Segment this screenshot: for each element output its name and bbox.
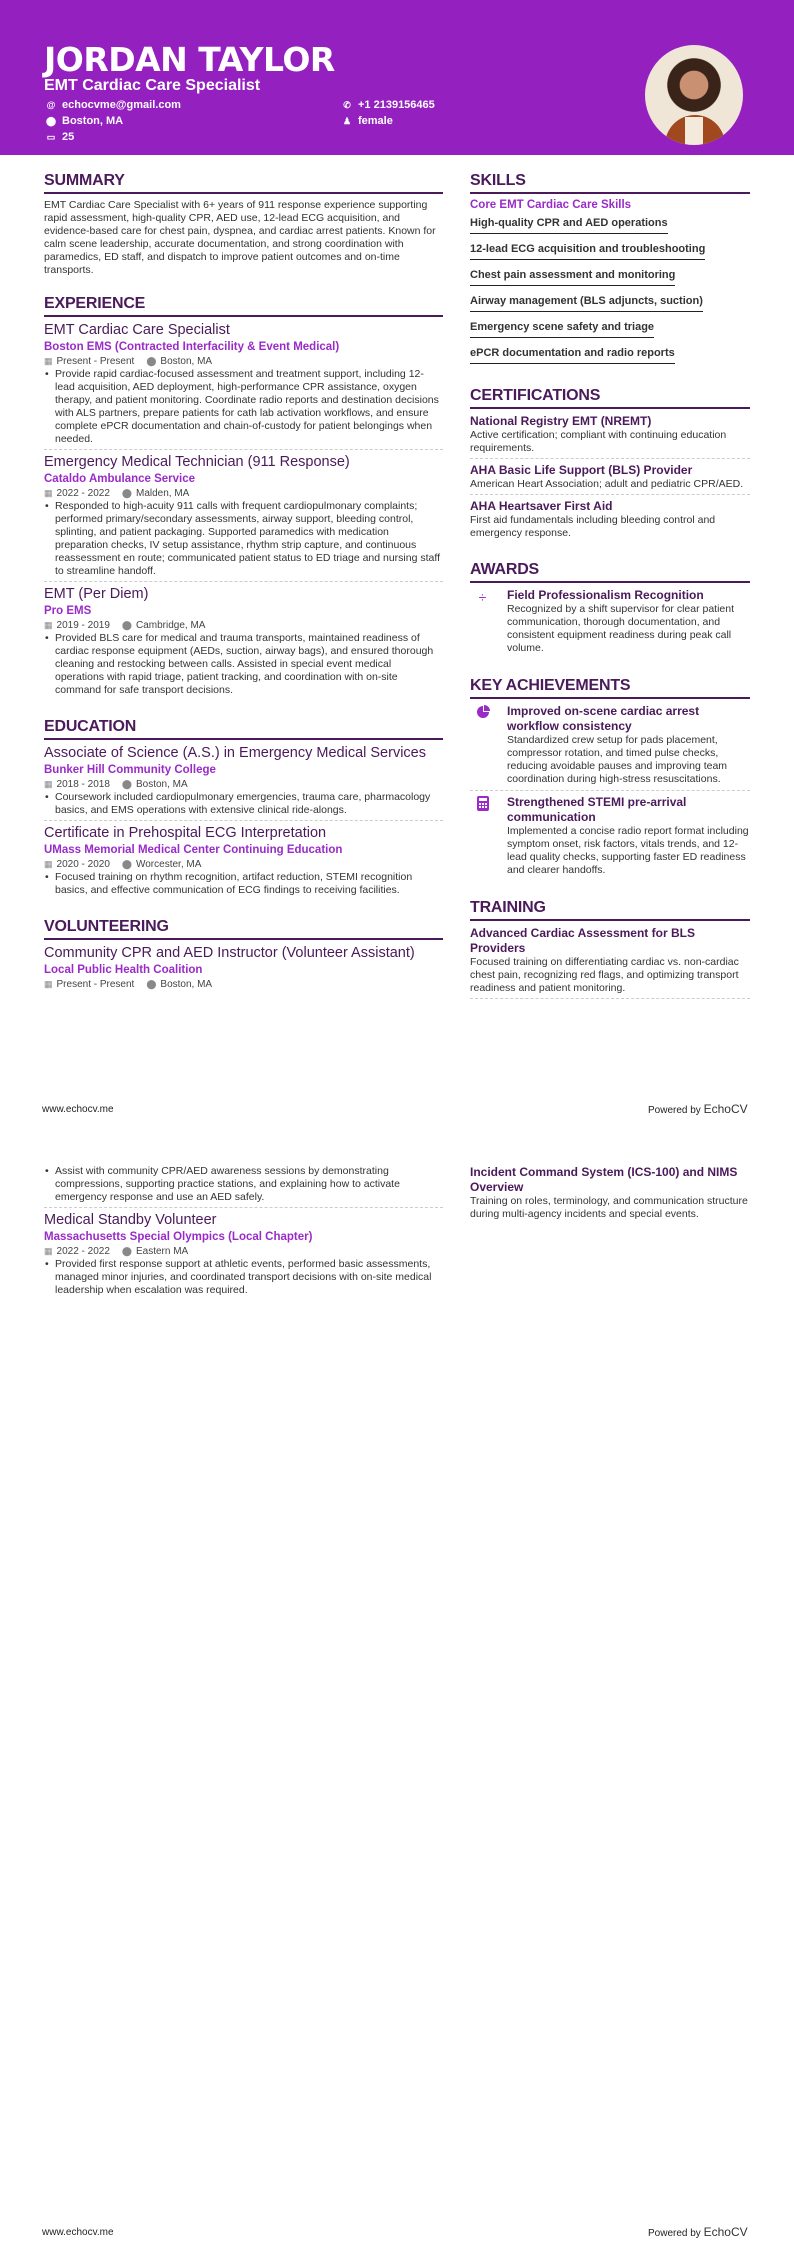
experience-section [44, 295, 443, 700]
award-desc: Recognized by a shift supervisor for clear patient communication, thorough documentation, and consistent equipment readiness during peak call volume. [507, 603, 735, 654]
section-title: EDUCATION [44, 718, 443, 740]
volunteer-role: Community CPR and AED Instructor (Volunteer Assistant) [44, 945, 415, 961]
degree: Certificate in Prehospital ECG Interpretation [44, 825, 327, 841]
summary-text: EMT Cardiac Care Specialist with 6+ years of 911 response experience supporting rapid assessment, high-quality CPR, AED use, 12-lead ECG acquisition, and evidence-based care for chest pain, dyspnea, and cardiac arrest patients. Known for calm scene leadership, accurate documentation, and strong coordination with paramedics, ED staff, and dispatch to improve patient outcomes and on-time transports. [44, 199, 436, 276]
footer-website[interactable]: www.echocv.me [42, 1104, 114, 1115]
skill-item: Chest pain assessment and monitoring [470, 267, 675, 286]
edu-meta [44, 778, 443, 791]
dates: 2022 - 2022 [56, 1246, 110, 1257]
company-name: Boston EMS (Contracted Interfacility & Event Medical) [44, 341, 340, 353]
brand-logo-text: EchoCV [703, 1102, 748, 1116]
volunteer-org: Massachusetts Special Olympics (Local Chapter) [44, 1231, 313, 1243]
job-title: EMT (Per Diem) [44, 586, 149, 602]
location: Worcester, MA [135, 859, 202, 870]
right-column-page-2 [470, 1165, 750, 1228]
job-title: Emergency Medical Technician (911 Response) [44, 454, 350, 470]
phone-text: +1 2139156465 [358, 99, 435, 111]
resume-header [0, 0, 794, 155]
skill-item: 12-lead ECG acquisition and troubleshooting [470, 241, 705, 260]
location: Boston, MA [160, 356, 213, 367]
skill-item: Airway management (BLS adjuncts, suction) [470, 293, 703, 312]
achievement-desc: Implemented a concise radio report format including symptom onset, risk factors, vitals trends, and 12-lead quality checks, supporting faster ED readiness and clearer handoffs. [507, 825, 749, 876]
location: Eastern MA [135, 1246, 189, 1257]
volunteer-entry-continued [44, 1165, 443, 1208]
cert-desc: First aid fundamentals including bleeding control and emergency response. [470, 514, 716, 539]
awards-section [470, 561, 750, 659]
training-item [470, 926, 750, 999]
volunteer-meta [44, 1245, 443, 1258]
calendar-icon: ▦ [44, 979, 53, 989]
location: Malden, MA [135, 488, 190, 499]
section-title: TRAINING [470, 899, 750, 921]
training-name: Incident Command System (ICS-100) and NIMS Overview [470, 1165, 738, 1194]
left-column [44, 172, 443, 1009]
training-section [470, 899, 750, 999]
job-meta [44, 619, 443, 632]
powered-by-text: Powered by [648, 2228, 701, 2239]
achievement-name: Improved on-scene cardiac arrest workflow consistency [507, 704, 700, 733]
location-pin-icon: ⬤ [146, 979, 157, 989]
location: Boston, MA [160, 979, 213, 990]
training-desc: Training on roles, terminology, and communication structure during multi-agency incidents and special events. [470, 1195, 748, 1220]
contact-phone[interactable] [342, 99, 435, 111]
certification-item [470, 414, 750, 459]
certification-item [470, 499, 750, 543]
profile-photo [645, 45, 743, 145]
section-title: SKILLS [470, 172, 750, 194]
volunteer-meta [44, 978, 443, 991]
calendar-icon: ▭ [46, 131, 56, 142]
dates: 2019 - 2019 [56, 620, 110, 631]
dates: 2020 - 2020 [56, 859, 110, 870]
location-pin-icon: ⬤ [146, 356, 157, 366]
award-name: Field Professionalism Recognition [507, 588, 704, 602]
volunteering-section [44, 918, 443, 991]
cert-desc: American Heart Association; adult and pediatric CPR/AED. [470, 478, 744, 490]
skill-item: ePCR documentation and radio reports [470, 345, 675, 364]
location-pin-icon: ⬤ [121, 488, 132, 498]
volunteer-entry [44, 1212, 443, 1300]
certifications-section [470, 387, 750, 543]
bullet: • Provide rapid cardiac-focused assessment and treatment support, including 12-lead acquisition, AED deployment, high-performance CPR assistance, oxygen therapy, and patient monitoring. Coordinate radio reports and destination decisions with ALS partners, prepare patients for cath lab activation workflows, and ensure complete ePCR documentation and chain-of-custody for patient belongings when needed. [44, 368, 443, 446]
location: Boston, MA [135, 779, 188, 790]
edu-meta [44, 858, 443, 871]
skill-group-title: Core EMT Cardiac Care Skills [470, 199, 632, 211]
section-title: SUMMARY [44, 172, 443, 194]
right-column [470, 172, 750, 1017]
calendar-icon: ▦ [44, 356, 53, 366]
dates: 2022 - 2022 [56, 488, 110, 499]
achievement-desc: Standardized crew setup for pads placement, compressor rotation, and timed pulse checks, reducing avoidable pauses and improving team coordination during high-stress resuscitations. [507, 734, 728, 785]
experience-entry [44, 322, 443, 450]
contact-age [46, 131, 74, 143]
training-desc: Focused training on differentiating cardiac vs. non-cardiac chest pain, recognizing red flags, and optimizing transport readiness and patient monitoring. [470, 956, 739, 994]
bullet: • Assist with community CPR/AED awareness sessions by demonstrating compressions, supporting practice stations, and explaining how to activate emergency response and use an AED safely. [44, 1165, 443, 1204]
age-text: 25 [62, 131, 75, 143]
calendar-icon: ▦ [44, 779, 53, 789]
experience-entry [44, 586, 443, 700]
bullet: • Focused training on rhythm recognition, artifact reduction, STEMI recognition basics, and effective communication of ECG findings to receiving facilities. [44, 871, 443, 897]
award-item [470, 588, 750, 659]
pie-chart-icon [470, 704, 495, 786]
education-section [44, 718, 443, 900]
location-pin-icon: ⬤ [121, 620, 132, 630]
cert-desc: Active certification; compliant with continuing education requirements. [470, 429, 727, 454]
calendar-icon: ▦ [44, 1246, 53, 1256]
person-icon: ♟ [342, 115, 352, 126]
brand-logo-text: EchoCV [703, 2225, 748, 2239]
achievement-item [470, 795, 750, 881]
section-title: CERTIFICATIONS [470, 387, 750, 409]
email-text: echocvme@gmail.com [62, 99, 181, 111]
footer-website[interactable]: www.echocv.me [42, 2227, 114, 2238]
contact-gender [342, 115, 393, 127]
job-meta [44, 487, 443, 500]
cert-name: AHA Basic Life Support (BLS) Provider [470, 463, 693, 477]
bullet: • Provided BLS care for medical and trauma transports, maintained readiness of cardiac response equipment (AEDs, suction, airway bags), and ensured thorough cleaning and restocking between calls. Assisted in special event medical operations with rapid triage, patient tracking, and coordination with on-site command for safe transport decisions. [44, 632, 443, 697]
achievement-item [470, 704, 750, 791]
candidate-title: EMT Cardiac Care Specialist [44, 77, 261, 94]
volunteer-role: Medical Standby Volunteer [44, 1212, 217, 1228]
section-title: AWARDS [470, 561, 750, 583]
contact-location [46, 115, 123, 127]
at-icon: @ [46, 100, 56, 110]
education-entry [44, 745, 443, 821]
powered-by-text: Powered by [648, 1105, 701, 1116]
school-name: Bunker Hill Community College [44, 764, 216, 776]
dates: Present - Present [56, 979, 135, 990]
location-pin-icon: ⬤ [121, 859, 132, 869]
skills-section [470, 172, 750, 369]
certification-item [470, 463, 750, 495]
contact-email[interactable] [46, 99, 181, 111]
experience-entry [44, 454, 443, 582]
location-pin-icon: ⬤ [121, 1246, 132, 1256]
bullet: • Responded to high-acuity 911 calls with frequent cardiopulmonary complaints; performed primary/secondary assessments, airway support, bleeding control, splinting, and patient packaging. Supported paramedics with medication preparation checks, IV setup assistance, rhythm strip capture, and continuous reassessment en route; communicated patient status to ED triage and nursing staff to streamline handoff. [44, 500, 443, 578]
gender-text: female [358, 115, 393, 127]
location-pin-icon: ⬤ [46, 115, 57, 126]
cert-name: AHA Heartsaver First Aid [470, 499, 613, 513]
section-title: VOLUNTEERING [44, 918, 443, 940]
volunteer-entry [44, 945, 443, 991]
location-text: Boston, MA [62, 115, 124, 127]
summary-section [44, 172, 443, 277]
training-name: Advanced Cardiac Assessment for BLS Providers [470, 926, 695, 955]
candidate-name: JORDAN TAYLOR [44, 40, 335, 79]
footer-powered[interactable] [648, 1102, 748, 1116]
bullet: • Provided first response support at athletic events, performed basic assessments, managed minor injuries, and coordinated transport decisions with on-site medical leadership when escalation was required. [44, 1258, 443, 1297]
achievement-name: Strengthened STEMI pre-arrival communication [507, 795, 687, 824]
section-title: KEY ACHIEVEMENTS [470, 677, 750, 699]
achievements-section [470, 677, 750, 881]
calendar-icon: ▦ [44, 620, 53, 630]
calendar-icon: ▦ [44, 859, 53, 869]
cert-name: National Registry EMT (NREMT) [470, 414, 652, 428]
location-pin-icon: ⬤ [121, 779, 132, 789]
left-column-page-2 [44, 1165, 443, 1304]
section-title: EXPERIENCE [44, 295, 443, 317]
phone-icon: ✆ [343, 99, 351, 110]
job-title: EMT Cardiac Care Specialist [44, 322, 230, 338]
skill-item: High-quality CPR and AED operations [470, 215, 668, 234]
degree: Associate of Science (A.S.) in Emergency Medical Services [44, 745, 426, 761]
volunteer-org: Local Public Health Coalition [44, 964, 203, 976]
divide-icon: ÷ [478, 589, 487, 605]
training-item [470, 1165, 750, 1224]
location: Cambridge, MA [135, 620, 206, 631]
skill-item: Emergency scene safety and triage [470, 319, 654, 338]
job-meta [44, 355, 443, 368]
company-name: Cataldo Ambulance Service [44, 473, 196, 485]
dates: 2018 - 2018 [56, 779, 110, 790]
calendar-icon: ▦ [44, 488, 53, 498]
footer-powered[interactable] [648, 2225, 748, 2239]
dates: Present - Present [56, 356, 135, 367]
school-name: UMass Memorial Medical Center Continuing Education [44, 844, 343, 856]
education-entry [44, 825, 443, 900]
company-name: Pro EMS [44, 605, 92, 617]
calculator-icon [470, 795, 495, 877]
bullet: • Coursework included cardiopulmonary emergencies, trauma care, pharmacology basics, and EMS operations with extensive clinical ride-alongs. [44, 791, 443, 817]
